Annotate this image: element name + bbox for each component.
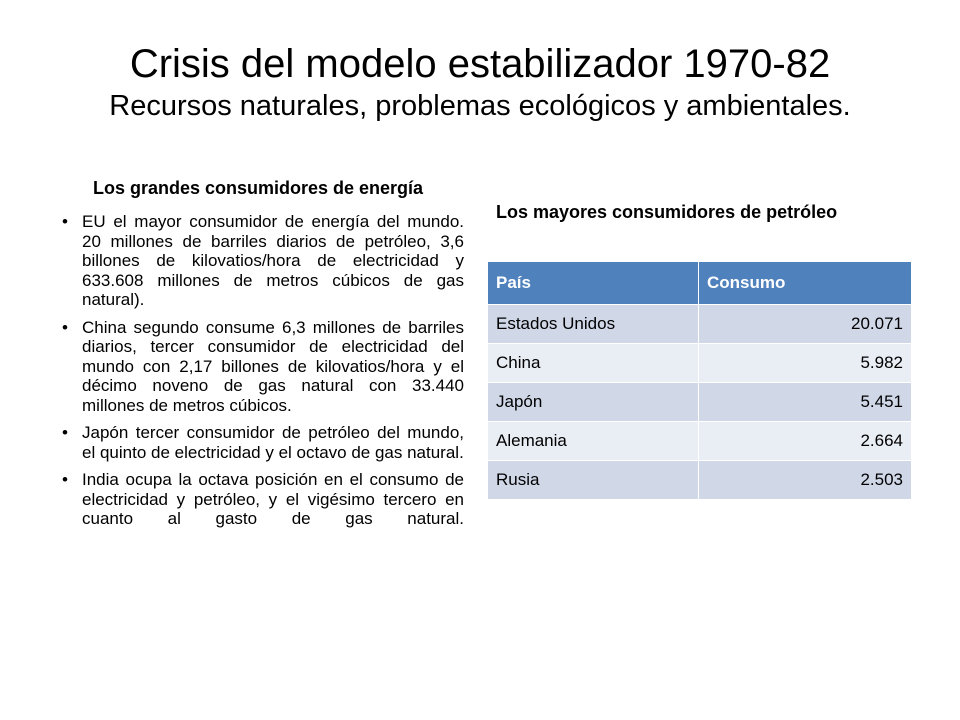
- right-column-heading: Los mayores consumidores de petróleo: [496, 202, 838, 222]
- cell-country: Rusia: [488, 461, 699, 500]
- bullet-dot-icon: •: [62, 470, 68, 489]
- cell-consumption: 5.982: [699, 344, 912, 383]
- bullet-list: [62, 212, 464, 537]
- bullet-text: India ocupa la octava posición en el consumo de electricidad y petróleo, y el vigésimo tercero en cuanto al gasto de gas natural.: [82, 470, 464, 528]
- cell-consumption: 2.503: [699, 461, 912, 500]
- bullet-item: [62, 318, 464, 416]
- bullet-text: Japón tercer consumidor de petróleo del mundo, el quinto de electricidad y el octavo de gas natural.: [82, 423, 464, 462]
- cell-country: Estados Unidos: [488, 305, 699, 344]
- cell-country: Alemania: [488, 422, 699, 461]
- table-row: [488, 344, 912, 383]
- table-row: [488, 422, 912, 461]
- table-row: [488, 305, 912, 344]
- bullet-text: EU el mayor consumidor de energía del mundo. 20 millones de barriles diarios de petróleo, 3,6 billones de kilovatios/hora de electricidad y 633.608 millones de metros cúbicos de gas natural).: [82, 212, 464, 309]
- cell-country: China: [488, 344, 699, 383]
- cell-consumption: 20.071: [699, 305, 912, 344]
- bullet-dot-icon: •: [62, 423, 68, 442]
- cell-country: Japón: [488, 383, 699, 422]
- bullet-item: [62, 423, 464, 462]
- column-header-consumption: Consumo: [699, 262, 912, 305]
- title-main: Crisis del modelo estabilizador 1970-82: [129, 42, 831, 86]
- column-header-country: País: [488, 262, 699, 305]
- bullet-dot-icon: •: [62, 317, 68, 337]
- title-subtitle: Recursos naturales, problemas ecológicos y ambientales.: [109, 90, 851, 122]
- table-header-row: [488, 262, 912, 305]
- cell-consumption: 5.451: [699, 383, 912, 422]
- slide-title: [60, 40, 900, 124]
- table-row: [488, 383, 912, 422]
- bullet-dot-icon: •: [62, 212, 68, 231]
- bullet-text: China segundo consume 6,3 millones de barriles diarios, tercer consumidor de electricidad del mundo con 2,17 billones de kilovatios/hora y el décimo noveno de gas natural con 33.440 millones de metros cúbicos.: [82, 317, 464, 415]
- left-column-heading: Los grandes consumidores de energía: [92, 178, 424, 198]
- table-row: [488, 461, 912, 500]
- bullet-item: [62, 212, 464, 310]
- oil-consumption-table: [488, 262, 912, 499]
- bullet-item: [62, 470, 464, 529]
- cell-consumption: 2.664: [699, 422, 912, 461]
